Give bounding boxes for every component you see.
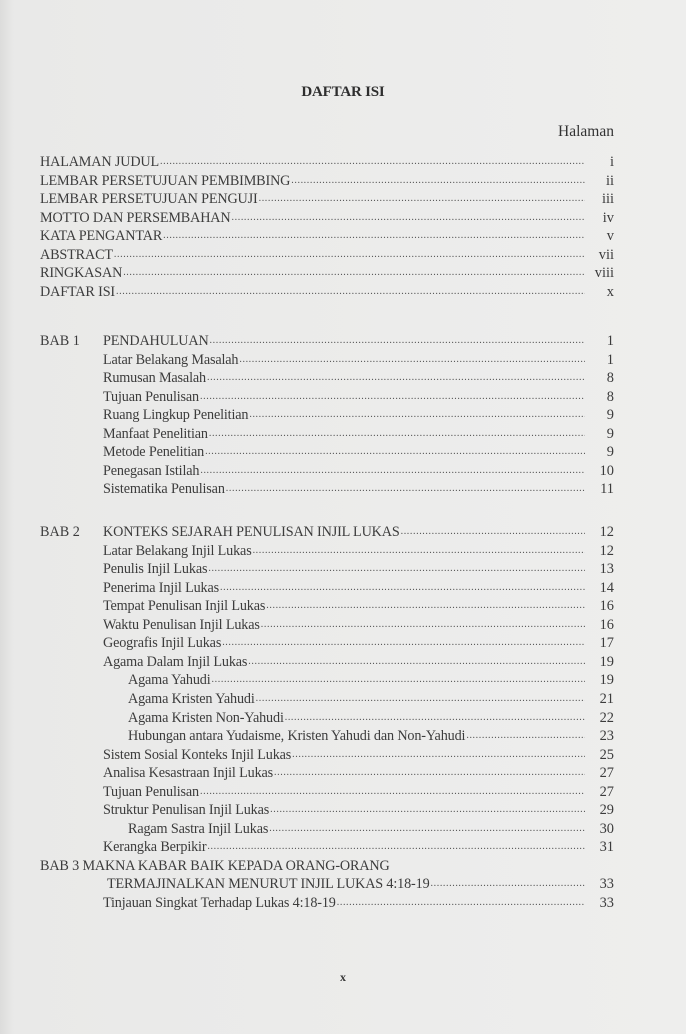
toc-row-front-matter[interactable]: [0, 190, 686, 208]
toc-row-section[interactable]: [0, 653, 686, 671]
dot-leader: [466, 727, 585, 745]
dot-leader: [274, 764, 585, 782]
toc-entry: [103, 462, 585, 480]
toc-entry: [103, 764, 585, 782]
toc-entry: [128, 690, 585, 708]
toc-entry-label: Penegasan Istilah: [103, 462, 200, 479]
toc-page-number: 1: [606, 351, 614, 368]
toc-entry: [103, 579, 585, 597]
toc-page-number: 9: [606, 425, 614, 442]
toc-page-number: vii: [598, 246, 614, 263]
toc-entry: [128, 671, 585, 689]
dot-leader: [401, 523, 585, 541]
toc-entry-label: Sistematika Penulisan: [103, 481, 225, 498]
toc-row-section[interactable]: [0, 634, 686, 652]
toc-entry-label: Manfaat Penelitian: [103, 425, 208, 442]
toc-page-number: 25: [599, 746, 614, 763]
dot-leader: [256, 690, 585, 708]
toc-page-number: 17: [599, 635, 614, 652]
toc-page-number: x: [606, 283, 614, 300]
toc-entry: [103, 894, 585, 912]
toc-entry: [103, 480, 585, 498]
toc-page-number: 30: [599, 820, 614, 837]
toc-entry: [103, 542, 585, 560]
toc-row-front-matter[interactable]: [0, 153, 686, 171]
toc-entry-label: KONTEKS SEJARAH PENULISAN INJIL LUKAS: [103, 524, 400, 540]
dot-leader: [207, 369, 585, 387]
toc-row-section[interactable]: [0, 579, 686, 597]
toc-row-chapter-heading[interactable]: [0, 857, 686, 875]
toc-row-front-matter[interactable]: [0, 209, 686, 227]
toc-page-number: 13: [599, 561, 614, 578]
toc-entry: [128, 727, 585, 745]
toc-row-section[interactable]: [0, 746, 686, 764]
toc-row-chapter[interactable]: [0, 875, 686, 893]
toc-entry: [40, 264, 585, 282]
dot-leader: [116, 283, 585, 301]
toc-row-section[interactable]: [0, 616, 686, 634]
toc-entry: [40, 283, 585, 301]
toc-page-number: 27: [599, 783, 614, 800]
chapter-title-line: TERMAJINALKAN MENURUT INJIL LUKAS 4:18-19: [107, 876, 430, 893]
toc-page-number: 11: [600, 481, 614, 498]
toc-entry: [103, 634, 585, 652]
toc-entry: [40, 209, 585, 227]
toc-page-number: 23: [599, 728, 614, 745]
toc-page-number: viii: [594, 265, 614, 282]
toc-entry: [40, 246, 585, 264]
toc-entry: [103, 616, 585, 634]
toc-row-section[interactable]: [0, 462, 686, 480]
chapter-number: BAB 2: [40, 524, 80, 540]
dot-leader: [200, 462, 585, 480]
dot-leader: [291, 172, 585, 190]
toc-row-front-matter[interactable]: [0, 246, 686, 264]
toc-page-number: ii: [606, 172, 614, 189]
toc-entry-label: Waktu Penulisan Injil Lukas: [103, 616, 260, 633]
toc-page-number: 31: [599, 839, 614, 856]
dot-leader: [239, 351, 585, 369]
toc-entry: [103, 369, 585, 387]
toc-row-chapter[interactable]: [0, 332, 686, 350]
toc-page-number: 21: [599, 690, 614, 707]
page-column-header: Halaman: [558, 123, 614, 140]
toc-page-number: 8: [606, 388, 614, 405]
toc-entry-label: Agama Kristen Yahudi: [128, 690, 255, 707]
toc-page-number: 29: [599, 802, 614, 819]
toc-page-number: 19: [599, 672, 614, 689]
toc-entry: [103, 332, 585, 350]
toc-entry: [40, 153, 585, 171]
toc-row-section[interactable]: [0, 425, 686, 443]
toc-entry-label: Tinjauan Singkat Terhadap Lukas 4:18-19: [103, 895, 336, 911]
dot-leader: [259, 190, 585, 208]
toc-page-number: 16: [599, 598, 614, 615]
toc-page-number: 8: [606, 370, 614, 387]
toc-entry-label: DAFTAR ISI: [40, 283, 116, 300]
toc-entry: [107, 875, 585, 893]
dot-leader: [114, 246, 585, 264]
toc-row-section[interactable]: [0, 801, 686, 819]
toc-entry-label: Penerima Injil Lukas: [103, 579, 219, 596]
toc-entry: [103, 746, 585, 764]
toc-row-chapter[interactable]: [0, 523, 686, 541]
toc-entry-label: Ruang Lingkup Penelitian: [103, 407, 249, 424]
toc-entry-label: Rumusan Masalah: [103, 370, 206, 387]
toc-page-number: iii: [602, 191, 614, 208]
toc-row-front-matter[interactable]: [0, 264, 686, 282]
dot-leader: [220, 579, 585, 597]
toc-entry-label: Agama Kristen Non-Yahudi: [128, 709, 284, 726]
toc-entry-label: LEMBAR PERSETUJUAN PEMBIMBING: [40, 172, 291, 189]
toc-page-number: 33: [599, 876, 614, 893]
toc-entry-label: RINGKASAN: [40, 265, 123, 282]
dot-leader: [337, 894, 585, 912]
toc-entry-label: Tempat Penulisan Injil Lukas: [103, 598, 266, 615]
toc-page-number: 22: [599, 709, 614, 726]
toc-page-number: v: [606, 228, 614, 245]
dot-leader: [205, 443, 585, 461]
toc-page-number: 16: [599, 616, 614, 633]
toc-entry: [103, 653, 585, 671]
toc-entry: [103, 801, 585, 819]
toc-row-section[interactable]: [0, 388, 686, 406]
toc-row-section[interactable]: [0, 443, 686, 461]
toc-entry-label: Latar Belakang Injil Lukas: [103, 542, 252, 559]
toc-page-number: i: [610, 154, 614, 170]
toc-row-subsection[interactable]: [0, 820, 686, 838]
dot-leader: [249, 406, 585, 424]
dot-leader: [210, 332, 585, 350]
dot-leader: [232, 209, 585, 227]
dot-leader: [212, 671, 585, 689]
toc-entry-label: Kerangka Berpikir: [103, 839, 207, 856]
toc-row-section[interactable]: [0, 597, 686, 615]
toc-entry-label: Tujuan Penulisan: [103, 783, 200, 800]
toc-page-number: 14: [599, 579, 614, 596]
dot-leader: [248, 653, 585, 671]
toc-page-number: 12: [599, 542, 614, 559]
toc-entry-label: Struktur Penulisan Injil Lukas: [103, 802, 270, 819]
toc-entry: [103, 783, 585, 801]
toc-entry-label: PENDAHULUAN: [103, 333, 209, 349]
chapter-number: BAB 1: [40, 333, 80, 349]
toc-page-number: iv: [602, 209, 614, 226]
dot-leader: [266, 597, 585, 615]
toc-row-subsection[interactable]: [0, 690, 686, 708]
toc-row-subsection[interactable]: [0, 727, 686, 745]
toc-entry-label: Latar Belakang Masalah: [103, 351, 239, 368]
page-number-footer: x: [340, 970, 346, 984]
toc-entry: [103, 406, 585, 424]
toc-entry: [103, 388, 585, 406]
dot-leader: [207, 838, 585, 856]
toc-row-section[interactable]: [0, 406, 686, 424]
toc-entry: [103, 838, 585, 856]
toc-entry-label: Analisa Kesastraan Injil Lukas: [103, 765, 274, 782]
dot-leader: [270, 801, 585, 819]
toc-entry-label: Tujuan Penulisan: [103, 388, 200, 405]
toc-entry-label: Agama Yahudi: [128, 672, 211, 689]
toc-row-section[interactable]: [0, 894, 686, 912]
dot-leader: [226, 480, 585, 498]
toc-page-number: 12: [599, 524, 614, 540]
dot-leader: [200, 783, 585, 801]
toc-row-subsection[interactable]: [0, 709, 686, 727]
dot-leader: [222, 634, 585, 652]
toc-page-number: 10: [599, 462, 614, 479]
toc-row-section[interactable]: [0, 560, 686, 578]
toc-entry-label: HALAMAN JUDUL: [40, 154, 160, 170]
toc-entry: [103, 351, 585, 369]
toc-entry-label: MOTTO DAN PERSEMBAHAN: [40, 209, 231, 226]
toc-page-number: 9: [606, 444, 614, 461]
chapter-title-line: BAB 3 MAKNA KABAR BAIK KEPADA ORANG-ORANG: [40, 857, 390, 874]
toc-entry: [128, 820, 585, 838]
toc-entry-label: ABSTRACT: [40, 246, 113, 263]
dot-leader: [123, 264, 585, 282]
dot-leader: [253, 542, 585, 560]
toc-entry-label: Agama Dalam Injil Lukas: [103, 653, 248, 670]
toc-entry: [103, 443, 585, 461]
toc-entry-label: Ragam Sastra Injil Lukas: [128, 820, 269, 837]
toc-page-number: 19: [599, 653, 614, 670]
dot-leader: [285, 709, 585, 727]
toc-row-section[interactable]: [0, 783, 686, 801]
toc-entry-label: Metode Penelitian: [103, 444, 205, 461]
toc-entry-label: Sistem Sosial Konteks Injil Lukas: [103, 746, 292, 763]
toc-row-section[interactable]: [0, 764, 686, 782]
toc-entry: [103, 523, 585, 541]
toc-row-subsection[interactable]: [0, 671, 686, 689]
toc-entry: [40, 190, 585, 208]
dot-leader: [292, 746, 585, 764]
toc-entry-label: Penulis Injil Lukas: [103, 561, 208, 578]
dot-leader: [160, 153, 585, 171]
dot-leader: [209, 425, 585, 443]
toc-page-number: 27: [599, 765, 614, 782]
page-title: DAFTAR ISI: [301, 84, 385, 100]
dot-leader: [200, 388, 585, 406]
dot-leader: [261, 616, 585, 634]
toc-entry-label: Hubungan antara Yudaisme, Kristen Yahudi dan Non-Yahudi: [128, 728, 466, 745]
toc-page-number: 9: [606, 407, 614, 424]
toc-entry: [103, 425, 585, 443]
toc-row-section[interactable]: [0, 369, 686, 387]
toc-entry-label: Geografis Injil Lukas: [103, 635, 222, 652]
dot-leader: [431, 875, 585, 893]
toc-row-front-matter[interactable]: [0, 283, 686, 301]
toc-row-front-matter[interactable]: [0, 172, 686, 190]
toc-page-number: 33: [599, 895, 614, 911]
toc-entry: [40, 172, 585, 190]
toc-row-front-matter[interactable]: [0, 227, 686, 245]
toc-row-section[interactable]: [0, 351, 686, 369]
toc-entry: [128, 709, 585, 727]
dot-leader: [269, 820, 585, 838]
dot-leader: [208, 560, 585, 578]
dot-leader: [163, 227, 585, 245]
toc-entry-label: KATA PENGANTAR: [40, 228, 163, 245]
toc-entry: [40, 227, 585, 245]
toc-row-section[interactable]: [0, 542, 686, 560]
toc-page-number: 1: [606, 333, 614, 349]
toc-entry-label: LEMBAR PERSETUJUAN PENGUJI: [40, 191, 258, 208]
toc-row-section[interactable]: [0, 838, 686, 856]
toc-row-section[interactable]: [0, 480, 686, 498]
toc-entry: [103, 560, 585, 578]
toc-entry: [103, 597, 585, 615]
